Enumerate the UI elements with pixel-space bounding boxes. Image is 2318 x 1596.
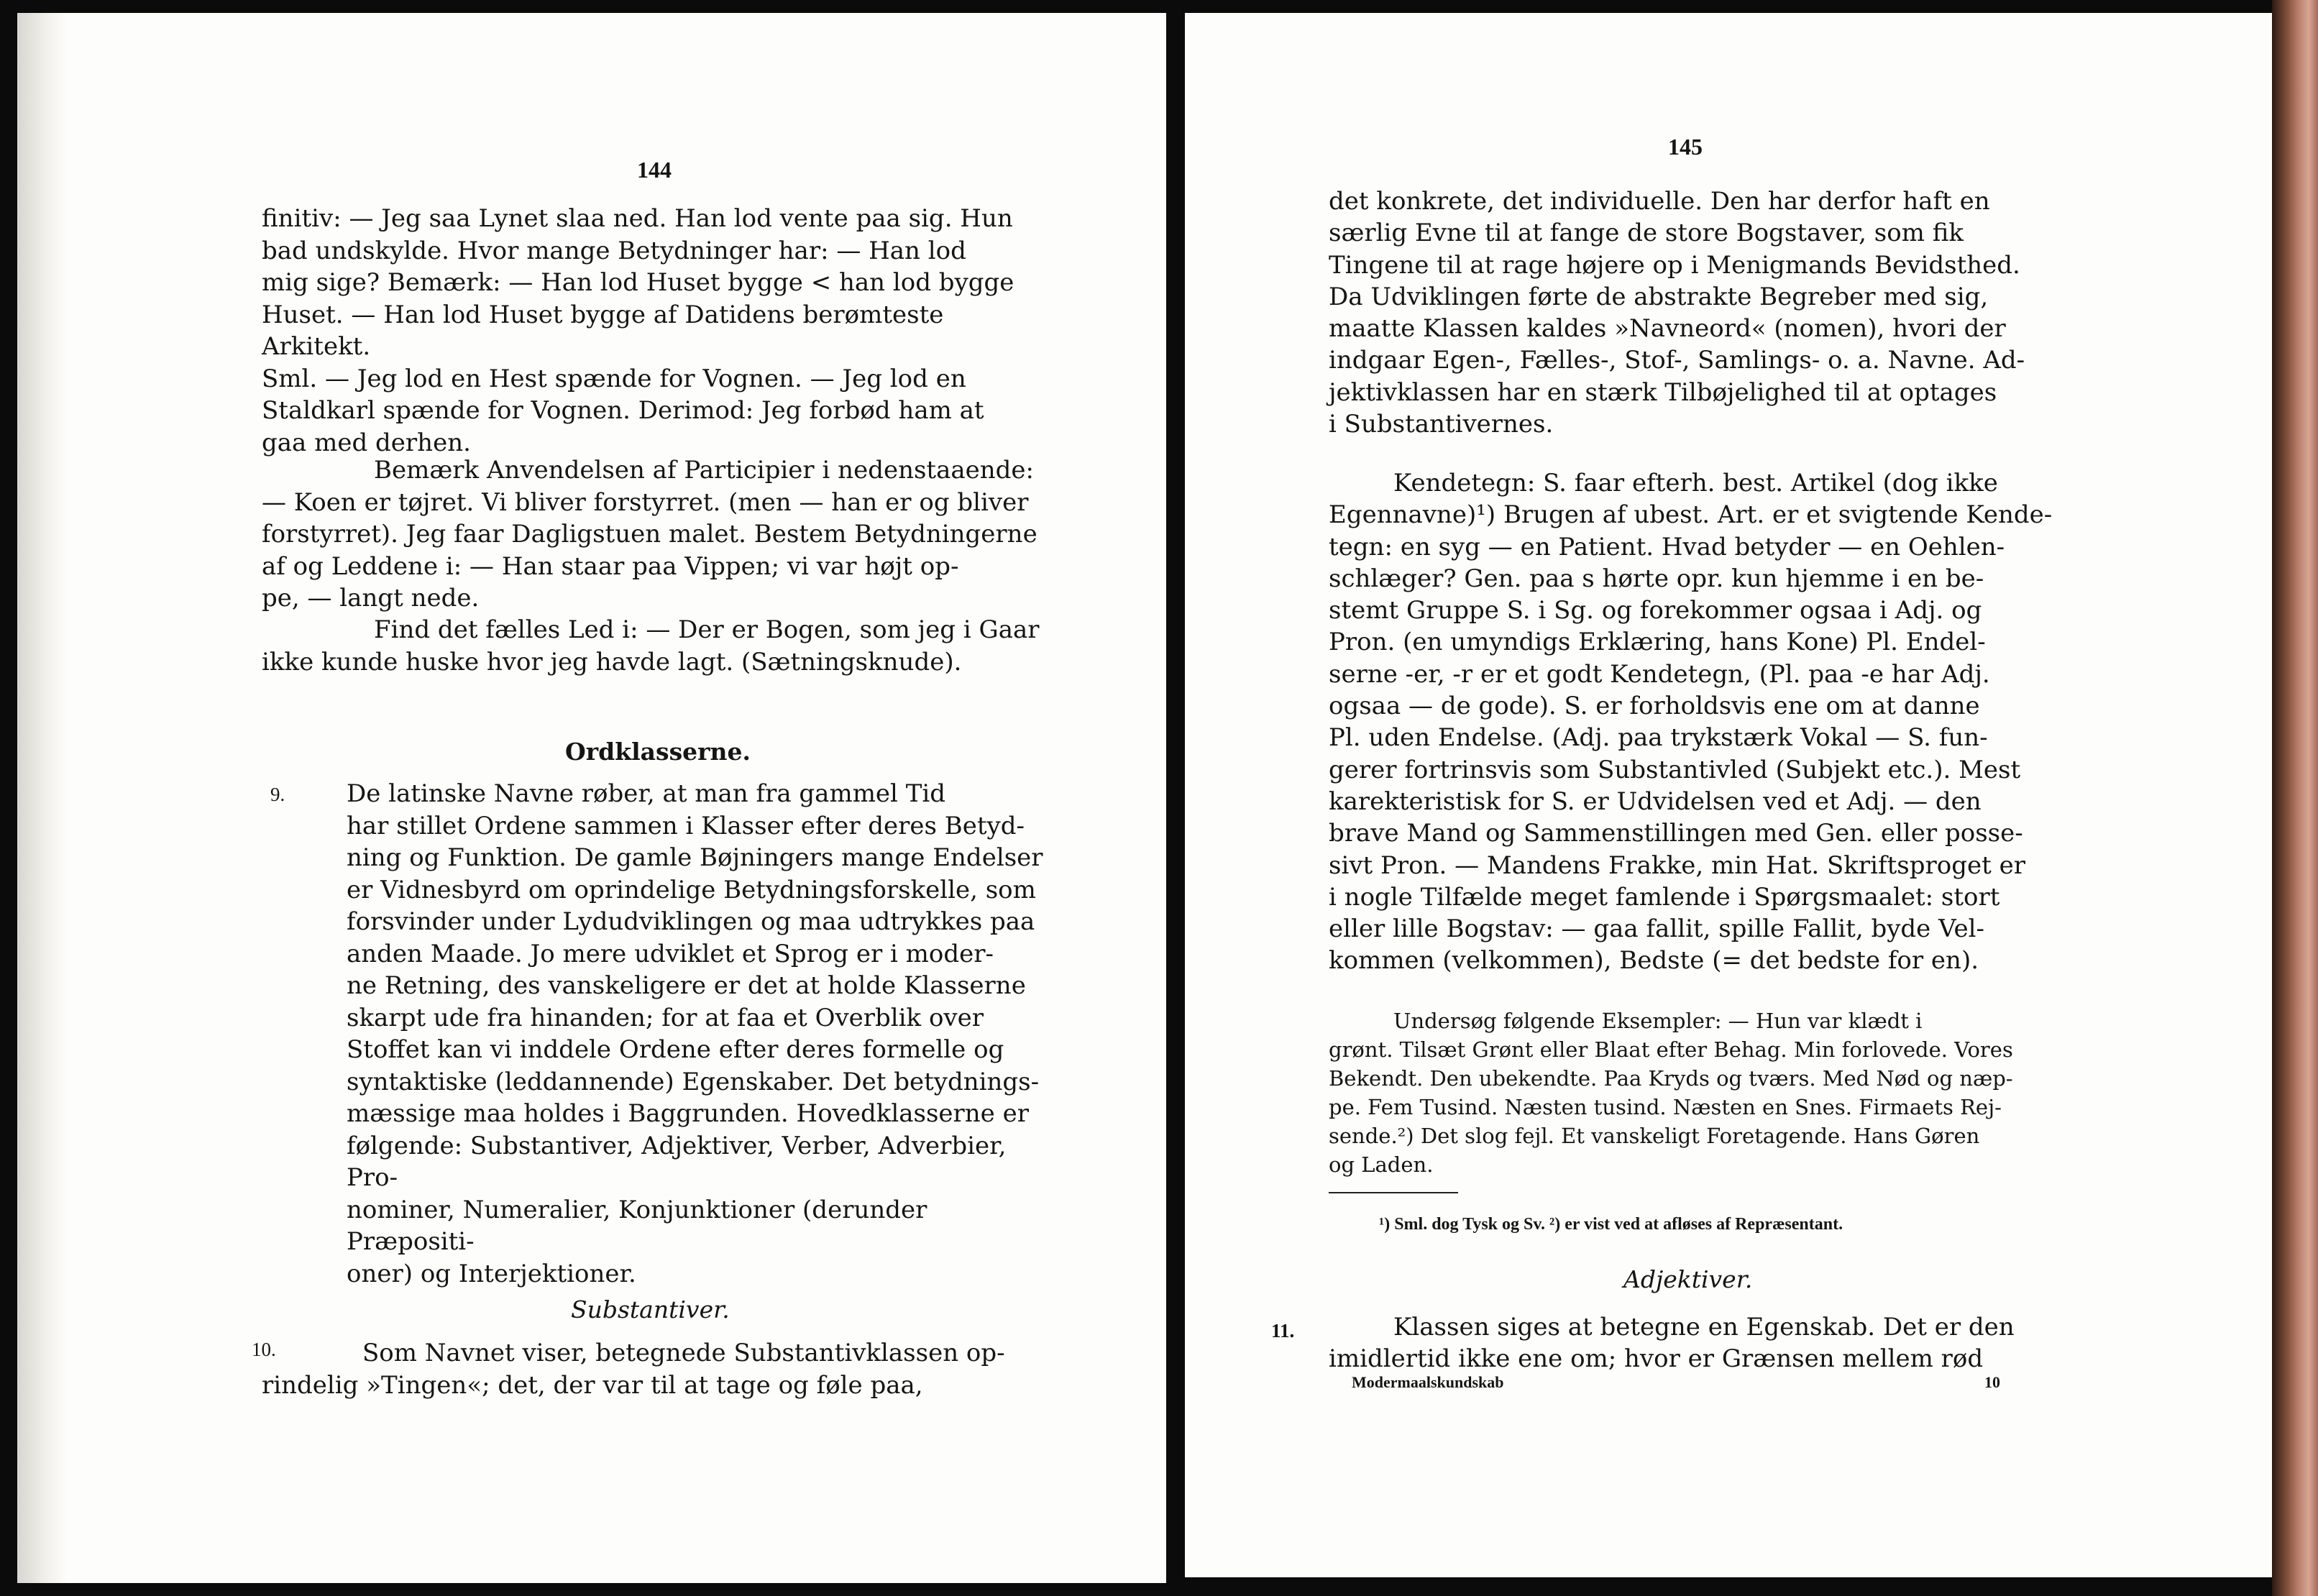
page-number: 144	[637, 157, 672, 183]
section-heading: Ordklasserne.	[565, 738, 751, 766]
paragraph-continuation: finitiv: — Jeg saa Lynet slaa ned. Han lod vente paa sig. Hun bad undskylde. Hvor mange Betydninger har: — Han lod mig sige? Bemærk: — Han lod Huset bygge < han lod bygge Huset. — Han lod Huset bygge af Datidens berømteste Arkitekt. Sml. — Jeg lod en Hest spænde for Vognen. — Jeg lod en Staldkarl spænde for Vognen. Derimod: Jeg forbød ham at gaa med derhen.	[262, 204, 1014, 457]
page-stack-edge	[17, 13, 68, 1583]
right-page	[1185, 13, 2272, 1577]
footnote-rule	[1329, 1192, 1458, 1193]
paragraph-characteristics: Kendetegn: S. faar efterh. best. Artikel (dog ikke Egennavne)¹) Brugen af ubest. Art. er et svigtende Kende- tegn: en syg — en Patient. Hvad betyder — en Oehlen- schlæger? Gen. paa s hørte opr. kun hjemme i en be- stemt Gruppe S. i Sg. og forekommer ogsaa i Adj. og Pron. (en umyndigs Erklæring, hans Kone) Pl. Endel- serne -er, -r er et godt Kendetegn, (Pl. paa -e har Adj. ogsaa — de gode). S. er forholdsvis ene om at danne Pl. uden Endelse. (Adj. paa trykstærk Vokal — S. fun- gerer fortrinsvis som Substantivled (Subjekt etc.). Mest karekteristisk for S. er Udvidelsen ved et Adj. — den brave Mand og Sammenstillingen med Gen. eller posse- sivt Pron. — Mandens Frakke, min Hat. Skriftsproget er i nogle Tilfælde meget famlende i Spørgsmaalet: stort eller lille Bogstav: — gaa fallit, spille Fallit, byde Vel- kommen (velkommen), Bedste (= det bedste for en).	[1329, 469, 2053, 976]
subheading: Substantiver.	[571, 1295, 730, 1324]
signature-mark: Modermaalskundskab	[1352, 1373, 1504, 1391]
paragraph-continuation: det konkrete, det individuelle. Den har derfor haft en særlig Evne til at fange de store Bogstaver, som fik Tingene til at rage højere op i Menigmands Bevidsthed. Da Udviklingen førte de abstrakte Begreber med sig, maatte Klassen kaldes »Navneord« (nomen), hvori der indgaar Egen-, Fælles-, Stof-, Samlings- o. a. Navne. Ad- jektivklassen har en stærk Tilbøjelighed til at optages i Substantivernes.	[1329, 187, 2025, 439]
section-number: 11.	[1271, 1320, 1295, 1342]
paragraph-examples: Undersøg følgende Eksempler: — Hun var klædt i grønt. Tilsæt Grønt eller Blaat efter Behag. Min forlovede. Vores Bekendt. Den ubekendte. Paa Kryds og tværs. Med Nød og næp- pe. Fem Tusind. Næsten tusind. Næsten en Snes. Firmaets Rej- sende.²) Det slog fejl. Et vanskeligt Foretagende. Hans Gøren og Laden.	[1329, 1009, 2013, 1177]
signature-number: 10	[1984, 1373, 2000, 1391]
left-page	[17, 13, 1166, 1583]
page-number: 145	[1668, 134, 1703, 160]
paragraph-section-10: Som Navnet viser, betegnede Substantivklassen op- rindelig »Tingen«; det, der var til at tage og føle paa,	[262, 1339, 1005, 1400]
paragraph-common-member: Find det fælles Led i: — Der er Bogen, som jeg i Gaar ikke kunde huske hvor jeg havde lagt. (Sætningsknude).	[262, 615, 1040, 677]
paragraph-section-9-first-line: De latinske Navne røber, at man fra gammel Tid har stillet Ordene sammen i Klasser efter deres Betyd- ning og Funktion. De gamle Bøjningers mange Endelser er Vidnesbyrd om oprindelige Betydningsforskelle, som forsvinder under Lydudviklingen og maa udtrykkes paa anden Maade. Jo mere udviklet et Sprog er i moder- ne Retning, des vanskeligere er det at holde Klasserne skarpt ude fra hinanden; for at faa et Overblik over Stoffet kan vi inddele Ordene efter deres formelle og syntaktiske (leddannende) Egenskaber. Det betydnings- mæssige maa holdes i Baggrunden. Hovedklasserne er følgende: Substantiver, Adjektiver, Verber, Adverbier, Pro- nominer, Numeralier, Konjunktioner (derunder Præpositi- oner) og Interjektioner.	[347, 779, 1043, 1288]
paragraph-section-11: Klassen siges at betegne en Egenskab. Det er den imidlertid ikke ene om; hvor er Grænsen mellem rød	[1329, 1313, 2015, 1374]
book-edge-right	[2272, 0, 2318, 1596]
section-number: 9.	[270, 784, 285, 805]
section-number: 10.	[252, 1339, 276, 1360]
footnote: ¹) Sml. dog Tysk og Sv. ²) er vist ved at afløses af Repræsentant.	[1379, 1215, 1843, 1234]
subheading: Adjektiver.	[1623, 1265, 1753, 1293]
paragraph-participles: Bemærk Anvendelsen af Participier i nedenstaaende: — Koen er tøjret. Vi bliver forstyrret. (men — han er og bliver forstyrret). Jeg faar Dagligstuen malet. Bestem Betydningerne af og Leddene i: — Han staar paa Vippen; vi var højt op- pe, — langt nede.	[262, 456, 1037, 613]
